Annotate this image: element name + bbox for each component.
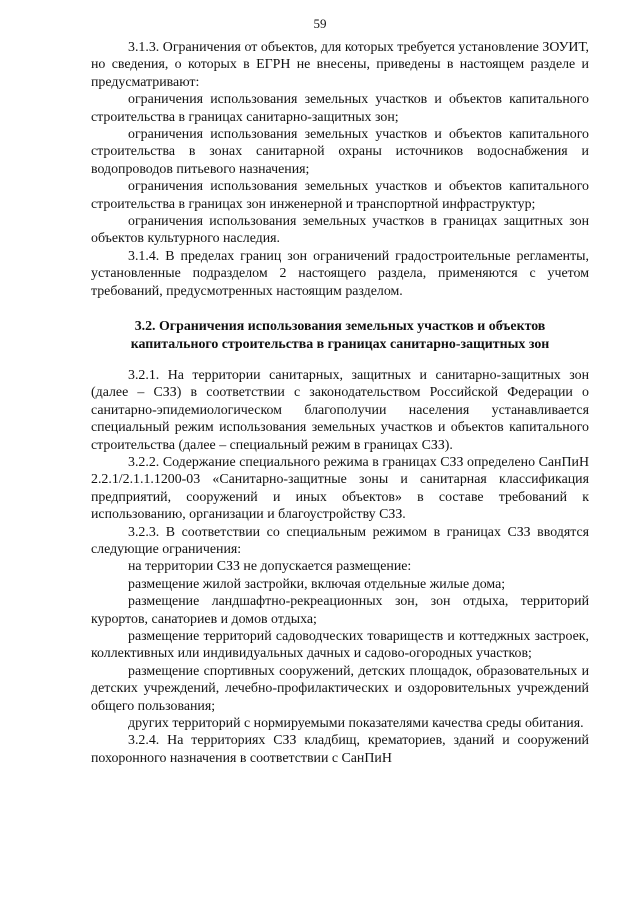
paragraph-not-allowed-intro: на территории СЗЗ не допускается размещение: xyxy=(128,559,412,575)
list-item-sports-education: размещение спортивных сооружений, детских площадок, образовательных и детских учреждений, лечебно-профилактических и оздоровительных учреждений общего пользования; xyxy=(91,663,589,714)
paragraph-water-protection-restrictions: ограничения использования земельных участков и объектов капитального строительства в зонах санитарной охраны источников водоснабжения и водопроводов питьевого назначения; xyxy=(91,127,589,177)
paragraph-3-2-2: 3.2.2. Содержание специального режима в границах СЗЗ определено СанПиН 2.2.1/2.1.1.1200-03 «Санитарно-защитные зоны и санитарная классификация предприятий, сооружений и иных объектов» в составе требований к использованию, организации и благоустройству СЗЗ. xyxy=(91,454,589,523)
paragraph-heritage-restrictions: ограничения использования земельных участков в границах защитных зон объектов культурного наследия. xyxy=(91,214,589,247)
section-heading-3-2: 3.2. Ограничения использования земельных участков и объектов капитального строительства в границах санитарно-защитных зон xyxy=(130,319,550,352)
paragraph-3-1-4: 3.1.4. В пределах границ зон ограничений градостроительные регламенты, установленные подразделом 2 настоящего раздела, применяются с учетом требований, предусмотренных настоящим разделом. xyxy=(91,248,589,299)
list-item-garden-cottage: размещение территорий садоводческих товариществ и коттеджных застроек, коллективных или индивидуальных дачных и садово-огородных участков; xyxy=(91,629,589,662)
paragraph-3-2-1: 3.2.1. На территории санитарных, защитных и санитарно-защитных зон (далее – СЗЗ) в соответствии с законодательством Российской Федерации о санитарно-эпидемиологическом благополучии населения устанавливается специальный режим использования земельных участков и объектов капитального строительства (далее – специальный режим в границах СЗЗ). xyxy=(91,367,589,453)
paragraph-3-1-3: 3.1.3. Ограничения от объектов, для которых требуется установление ЗОУИТ, но сведения, о которых в ЕГРН не внесены, приведены в настоящем разделе и предусматривают: xyxy=(91,40,589,90)
list-item-other-territories: других территорий с нормируемыми показателями качества среды обитания. xyxy=(128,716,584,732)
paragraph-3-2-4: 3.2.4. На территориях СЗЗ кладбищ, крематориев, зданий и сооружений похоронного назначения в соответствии с СанПиН xyxy=(91,733,589,766)
document-body xyxy=(91,39,589,767)
list-item-residential: размещение жилой застройки, включая отдельные жилые дома; xyxy=(128,576,506,592)
paragraph-szz-restrictions: ограничения использования земельных участков и объектов капитального строительства в границах санитарно-защитных зон; xyxy=(91,92,589,125)
paragraph-infrastructure-restrictions: ограничения использования земельных участков и объектов капитального строительства в границах зон инженерной и транспортной инфраструктур; xyxy=(91,179,589,212)
paragraph-3-2-3: 3.2.3. В соответствии со специальным режимом в границах СЗЗ вводятся следующие ограничения: xyxy=(91,524,589,557)
list-item-recreational: размещение ландшафтно-рекреационных зон, зон отдыха, территорий курортов, санаториев и домов отдыха; xyxy=(91,594,589,627)
page-number: 59 xyxy=(313,16,327,31)
